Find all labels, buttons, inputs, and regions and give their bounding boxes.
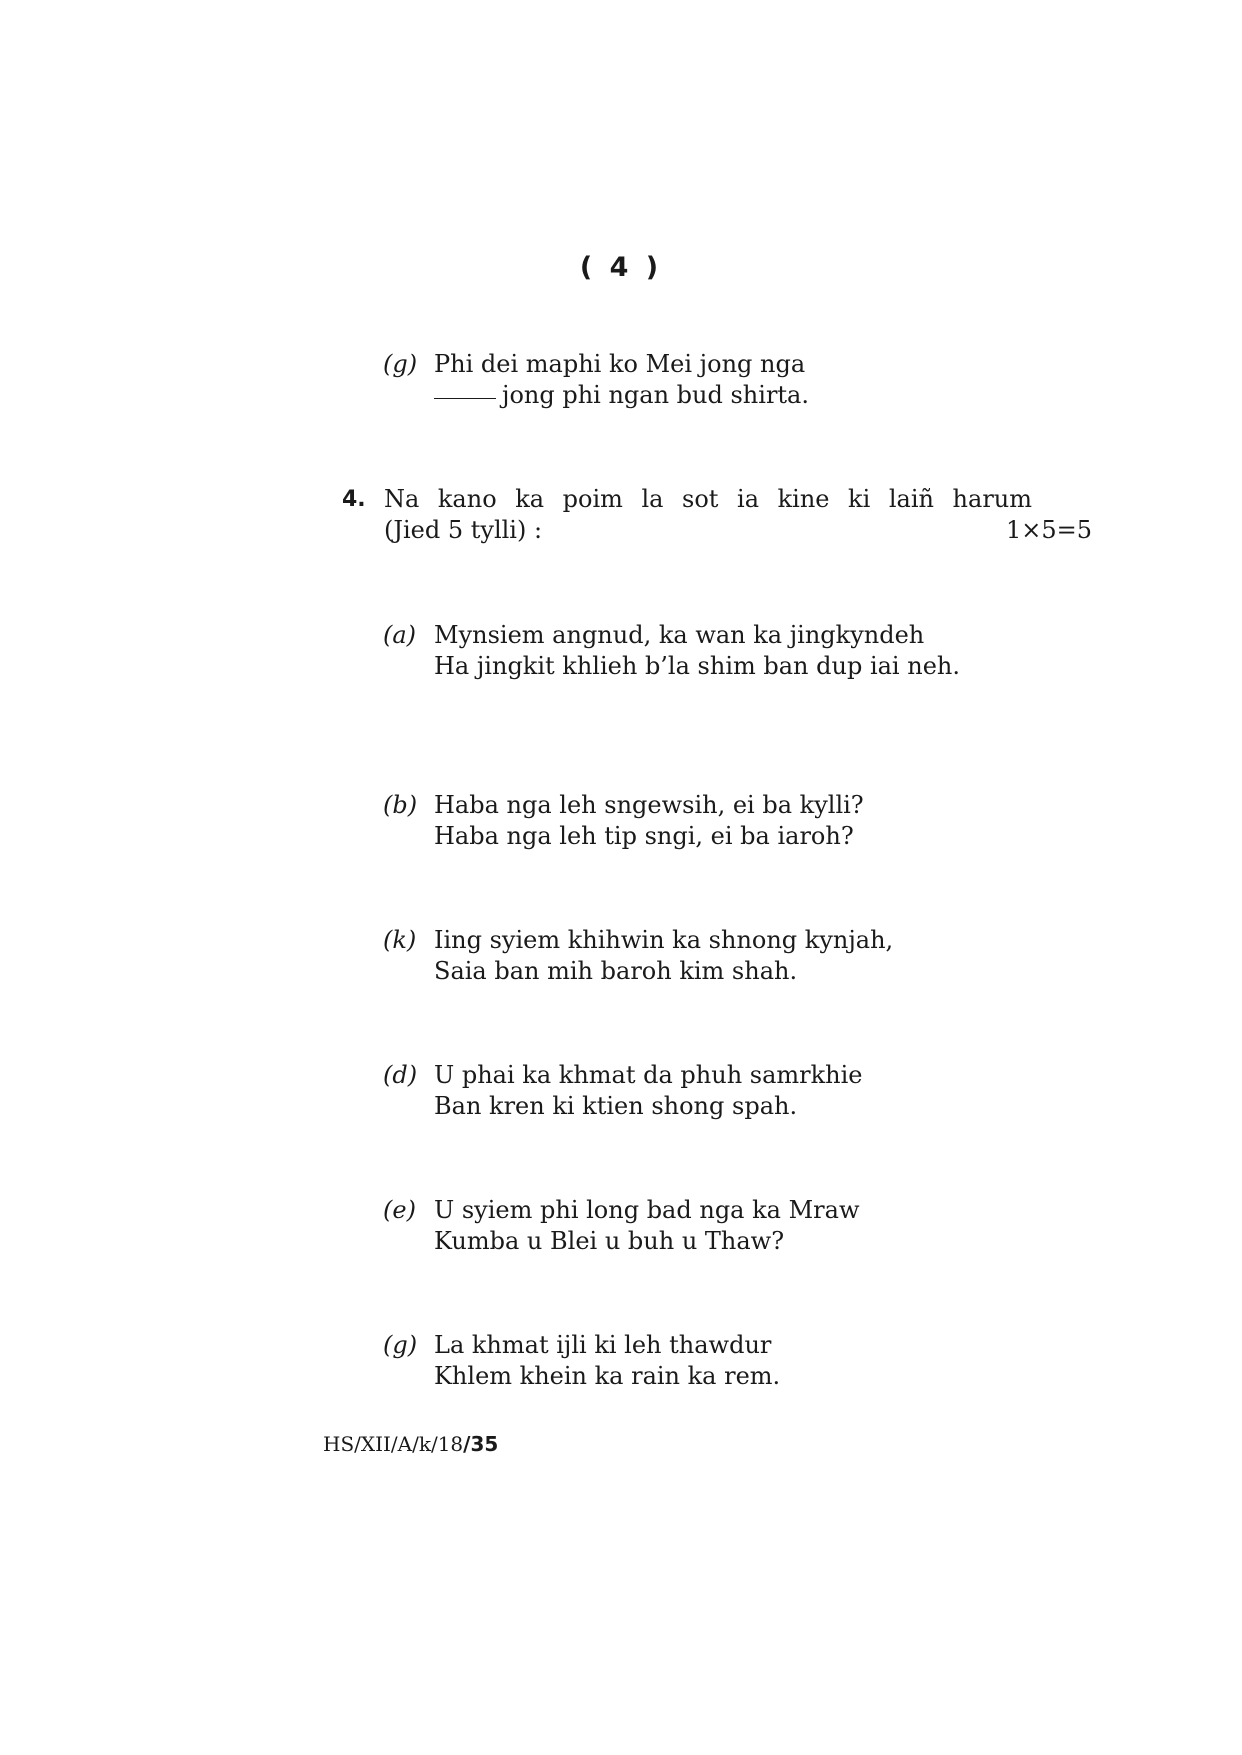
item-label: (k): [383, 926, 417, 954]
item-label: (g): [383, 350, 418, 378]
item-label: (a): [383, 621, 417, 649]
item-line-1: Iing syiem khihwin ka shnong kynjah,: [434, 926, 894, 954]
item-line-2: Ha jingkit khlieh b’la shim ban dup iai neh.: [434, 652, 960, 680]
item-line-1: Phi dei maphi ko Mei jong nga: [434, 350, 806, 378]
item-line-1: Mynsiem angnud, ka wan ka jingkyndeh: [434, 621, 925, 649]
page-number: ( 4 ): [579, 252, 663, 283]
item-line-2: Saia ban mih baroh kim shah.: [434, 957, 798, 985]
item-line-2: Ban kren ki ktien shong spah.: [434, 1092, 798, 1120]
item-line-1: Haba nga leh sngewsih, ei ba kylli?: [434, 791, 864, 819]
item-label: (b): [383, 791, 418, 819]
item-label: (g): [383, 1331, 418, 1359]
footer-code-suffix: /35: [463, 1432, 499, 1456]
item-line-2: Kumba u Blei u buh u Thaw?: [434, 1227, 785, 1255]
item-label: (d): [383, 1061, 418, 1089]
fill-in-blank: [434, 398, 496, 399]
question-marks: 1×5=5: [1005, 516, 1092, 544]
question-number: 4.: [342, 487, 366, 512]
footer-code: [323, 1432, 498, 1456]
item-line-1: La khmat ijli ki leh thawdur: [434, 1331, 772, 1359]
item-line-1: U syiem phi long bad nga ka Mraw: [434, 1196, 860, 1224]
item-line-2: Khlem khein ka rain ka rem.: [434, 1362, 781, 1390]
item-line-1: U phai ka khmat da phuh samrkhie: [434, 1061, 863, 1089]
item-line-2: Haba nga leh tip sngi, ei ba iaroh?: [434, 822, 854, 850]
question-text-line-2: (Jied 5 tylli) :: [384, 516, 543, 544]
item-label: (e): [383, 1196, 416, 1224]
question-text-line-1: Na kano ka poim la sot ia kine ki laiñ harum: [384, 485, 1032, 513]
item-line-2: jong phi ngan bud shirta.: [502, 381, 809, 409]
footer-code-text: HS/XII/A/k/18: [323, 1432, 464, 1456]
